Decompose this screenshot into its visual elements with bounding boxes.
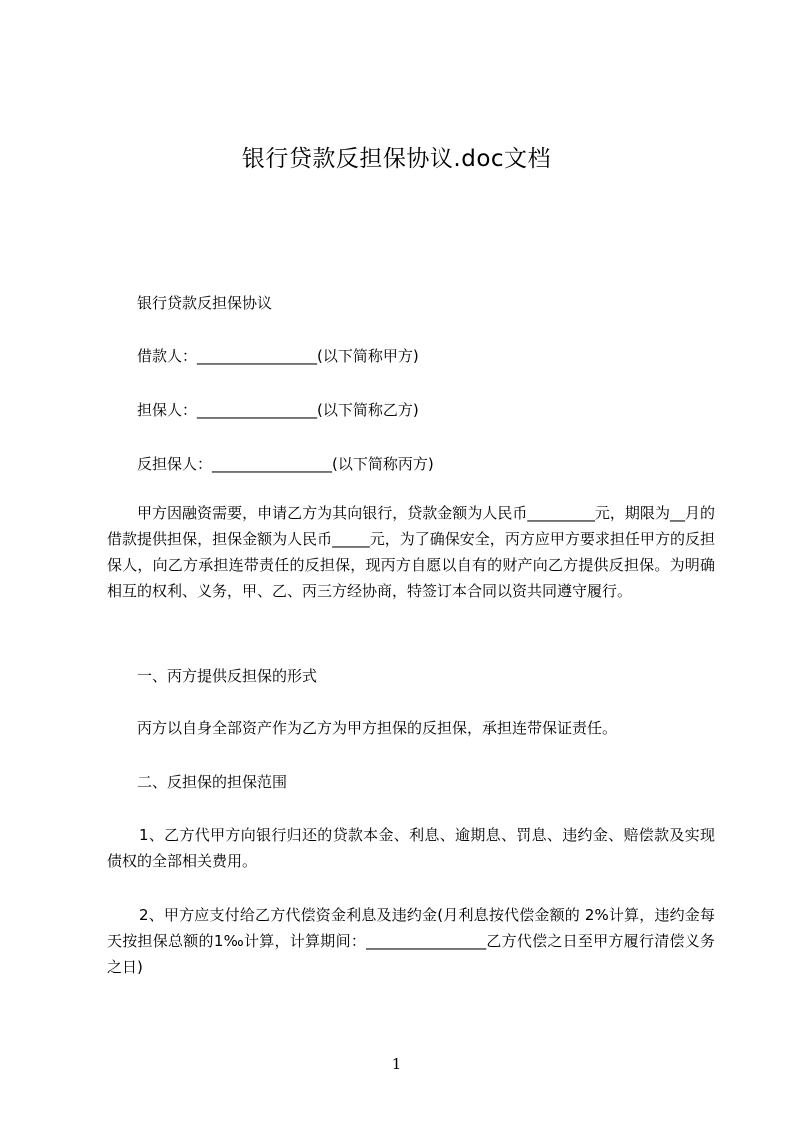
clause-paragraph: 1、乙方代甲方向银行归还的贷款本金、利息、逾期息、罚息、违约金、赔偿款及实现债权的全部相关费用。 <box>107 826 715 870</box>
agreement-subtitle: 银行贷款反担保协议 <box>137 294 273 312</box>
guarantor-line: 担保人：________________(以下简称乙方) <box>137 401 419 419</box>
preamble-paragraph: 甲方因融资需要，申请乙方为其向银行，贷款金额为人民币_________元，期限为__月的借款提供担保，担保金额为人民币_____元，为了确保安全，丙方应甲方要求担任甲方的反担保人，向乙方承担连带责任的反担保，现丙方自愿以自有的财产向乙方提供反担保。为明确相互的权利、义务，甲、乙、丙三方经协商，特签订本合同以资共同遵守履行。 <box>107 504 715 600</box>
counter-guarantor-line: 反担保人：________________(以下简称丙方) <box>137 455 434 473</box>
page-number: 1 <box>391 1055 402 1073</box>
section-heading: 二、反担保的担保范围 <box>137 773 288 791</box>
section-heading: 一、丙方提供反担保的形式 <box>137 667 318 685</box>
section-body: 丙方以自身全部资产作为乙方为甲方担保的反担保，承担连带保证责任。 <box>137 719 618 737</box>
document-title: 银行贷款反担保协议.doc文档 <box>241 146 552 172</box>
clause-paragraph: 2、甲方应支付给乙方代偿资金利息及违约金(月利息按代偿金额的 2%计算，违约金每天按担保总额的1‰计算，计算期间：________________乙方代偿之日至甲方履行清偿义务之日) <box>107 906 715 976</box>
borrower-line: 借款人：________________(以下简称甲方) <box>137 347 419 365</box>
